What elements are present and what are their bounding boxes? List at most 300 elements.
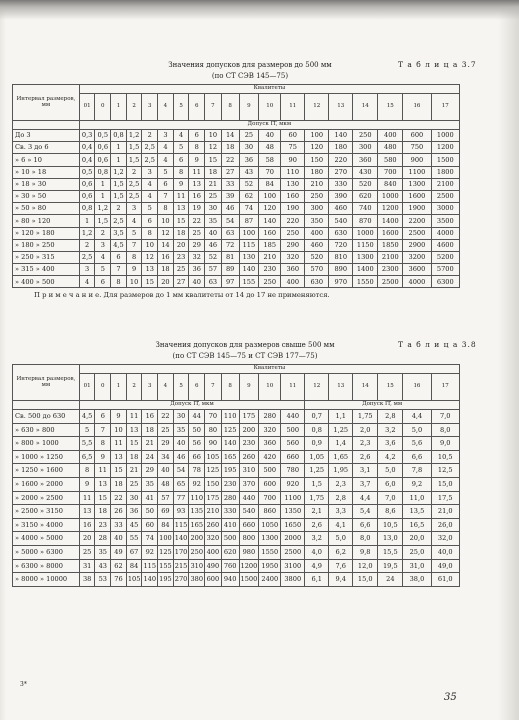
- tolerance-value-cell: 100: [239, 227, 259, 239]
- scan-shadow: [0, 0, 519, 20]
- size-interval-cell: » 6 » 10: [13, 154, 80, 166]
- tolerance-value-cell: 1,2: [95, 203, 111, 215]
- table-row: [13, 142, 460, 154]
- size-interval-cell: » 180 » 250: [13, 239, 80, 251]
- tolerance-value-cell: 115: [142, 559, 158, 573]
- tolerance-value-cell: 5,4: [353, 505, 378, 519]
- tolerance-value-cell: 150: [305, 154, 329, 166]
- tolerance-value-cell: 1900: [403, 203, 431, 215]
- tolerance-value-cell: 0,6: [79, 190, 95, 202]
- grade-header: 15: [378, 374, 403, 401]
- tolerance-value-cell: 100: [305, 130, 329, 142]
- tolerance-value-cell: 4,4: [403, 410, 431, 424]
- tolerance-value-cell: 3: [142, 166, 158, 178]
- size-interval-cell: » 10 » 18: [13, 166, 80, 178]
- tolerance-value-cell: 810: [329, 251, 353, 263]
- tolerance-value-cell: 4000: [403, 276, 431, 288]
- tolerance-value-cell: 580: [378, 154, 403, 166]
- tolerance-value-cell: 9,4: [329, 573, 353, 587]
- tolerance-value-cell: 7: [126, 239, 142, 251]
- tolerance-value-cell: 280: [259, 410, 281, 424]
- tolerance-value-cell: 14: [221, 130, 239, 142]
- tolerance-value-cell: 175: [205, 491, 222, 505]
- tolerance-value-cell: 490: [205, 559, 222, 573]
- grade-header: 13: [329, 94, 353, 121]
- tolerance-value-cell: 310: [189, 559, 205, 573]
- tolerance-value-cell: 4: [95, 251, 111, 263]
- tolerance-value-cell: 8: [79, 464, 95, 478]
- tolerance-value-cell: 440: [239, 491, 259, 505]
- tolerance-value-cell: 1,2: [111, 166, 127, 178]
- tolerance-value-cell: 155: [239, 276, 259, 288]
- tolerance-value-cell: 61,0: [431, 573, 459, 587]
- tolerance-value-cell: 13,0: [378, 532, 403, 546]
- tolerance-value-cell: 3: [79, 264, 95, 276]
- tolerance-value-cell: 4: [158, 154, 174, 166]
- tolerance-value-cell: 9,0: [431, 437, 459, 451]
- tolerance-value-cell: 40: [205, 227, 222, 239]
- tolerance-value-cell: 310: [239, 464, 259, 478]
- tolerance-value-cell: 8: [126, 251, 142, 263]
- tolerance-value-cell: 62: [239, 190, 259, 202]
- tolerance-table-over-500: [12, 364, 460, 587]
- tolerance-value-cell: 7,8: [403, 464, 431, 478]
- tolerance-value-cell: 700: [259, 491, 281, 505]
- tolerance-value-cell: 5: [95, 264, 111, 276]
- tolerance-value-cell: 54: [173, 464, 189, 478]
- tolerance-value-cell: 140: [329, 130, 353, 142]
- tolerance-value-cell: 2: [95, 227, 111, 239]
- tolerance-value-cell: 30: [239, 142, 259, 154]
- tolerance-value-cell: 5: [126, 227, 142, 239]
- tolerance-value-cell: 100: [158, 532, 174, 546]
- grade-header: 0: [95, 374, 111, 401]
- tolerance-value-cell: 440: [281, 410, 305, 424]
- tolerance-value-cell: 41: [142, 491, 158, 505]
- size-interval-cell: » 120 » 180: [13, 227, 80, 239]
- size-interval-cell: » 250 » 315: [13, 251, 80, 263]
- grade-header: 01: [79, 94, 95, 121]
- tolerance-value-cell: 200: [239, 423, 259, 437]
- tolerance-value-cell: 2000: [281, 532, 305, 546]
- tolerance-value-cell: 10: [126, 276, 142, 288]
- tolerance-value-cell: 250: [259, 276, 281, 288]
- table-note: П р и м е ч а н и е. Для размеров до 1 мм квалитеты от 14 до 17 не применяются.: [34, 291, 330, 299]
- grade-header: 12: [305, 374, 329, 401]
- size-interval-cell: » 6300 » 8000: [13, 559, 80, 573]
- grade-header: 4: [158, 374, 174, 401]
- tolerance-value-cell: 36: [126, 505, 142, 519]
- tolerance-value-cell: 1600: [403, 190, 431, 202]
- table-row: [13, 227, 460, 239]
- size-interval-header: Интервал размеров, мм: [13, 365, 80, 401]
- tolerance-value-cell: 67: [126, 545, 142, 559]
- grade-header: 9: [239, 94, 259, 121]
- tolerance-value-cell: 270: [329, 166, 353, 178]
- tolerance-value-cell: 155: [158, 559, 174, 573]
- tolerance-value-cell: 27: [173, 276, 189, 288]
- tolerance-value-cell: 35: [173, 423, 189, 437]
- tolerance-value-cell: 0,8: [111, 130, 127, 142]
- size-interval-cell: » 1000 » 1250: [13, 450, 80, 464]
- tolerance-value-cell: 250: [281, 227, 305, 239]
- tolerance-value-cell: 220: [281, 215, 305, 227]
- tolerance-value-cell: 400: [281, 276, 305, 288]
- tolerance-um-label: Допуск IT, мкм: [79, 121, 459, 130]
- tolerance-value-cell: 6,2: [329, 545, 353, 559]
- grade-header: 17: [431, 374, 459, 401]
- tolerance-value-cell: 87: [239, 215, 259, 227]
- tolerance-value-cell: 60: [281, 130, 305, 142]
- tolerance-value-cell: 1950: [259, 559, 281, 573]
- tolerance-value-cell: 120: [259, 203, 281, 215]
- tolerance-value-cell: 3,1: [353, 464, 378, 478]
- tolerance-value-cell: 500: [259, 464, 281, 478]
- tolerance-value-cell: 400: [378, 130, 403, 142]
- tolerance-value-cell: 740: [353, 203, 378, 215]
- tolerance-value-cell: 900: [403, 154, 431, 166]
- tolerance-value-cell: 190: [281, 203, 305, 215]
- table-subtitle: (по СТ СЭВ 145—75 и СТ СЭВ 177—75): [172, 352, 318, 360]
- tolerance-value-cell: 35: [205, 215, 222, 227]
- grade-header: 5: [173, 374, 189, 401]
- tolerance-value-cell: 370: [239, 477, 259, 491]
- tolerance-value-cell: 2,5: [126, 178, 142, 190]
- tolerance-value-cell: 8,6: [378, 505, 403, 519]
- grade-header: 11: [281, 94, 305, 121]
- size-interval-header: Интервал размеров, мм: [13, 85, 80, 121]
- tolerance-value-cell: 540: [329, 215, 353, 227]
- tolerance-value-cell: 25: [173, 264, 189, 276]
- tolerance-value-cell: 29: [142, 464, 158, 478]
- tolerance-value-cell: 40: [189, 276, 205, 288]
- tolerance-value-cell: 22: [111, 491, 127, 505]
- tolerance-value-cell: 8,0: [431, 423, 459, 437]
- table-row: [13, 573, 460, 587]
- tolerance-value-cell: 520: [353, 178, 378, 190]
- table-subtitle: (по СТ СЭВ 145—75): [211, 72, 289, 80]
- tolerance-value-cell: 1400: [353, 264, 378, 276]
- tolerance-value-cell: 1200: [239, 559, 259, 573]
- tolerance-value-cell: 58: [259, 154, 281, 166]
- tolerance-value-cell: 55: [126, 532, 142, 546]
- tolerance-value-cell: 25,0: [403, 545, 431, 559]
- tolerance-value-cell: 320: [259, 423, 281, 437]
- tolerance-value-cell: 15: [205, 154, 222, 166]
- tolerance-value-cell: 5,0: [378, 464, 403, 478]
- grade-header: 14: [353, 94, 378, 121]
- tolerance-value-cell: 84: [259, 178, 281, 190]
- tolerance-value-cell: 250: [305, 190, 329, 202]
- tolerance-value-cell: 1,2: [79, 227, 95, 239]
- tolerance-value-cell: 63: [221, 227, 239, 239]
- tolerance-value-cell: 195: [221, 464, 239, 478]
- tolerance-value-cell: 16: [189, 190, 205, 202]
- size-interval-cell: » 2000 » 2500: [13, 491, 80, 505]
- tolerance-value-cell: 4: [173, 130, 189, 142]
- tolerance-value-cell: 320: [205, 532, 222, 546]
- tolerance-value-cell: 660: [239, 518, 259, 532]
- tolerance-value-cell: 125: [205, 464, 222, 478]
- tolerance-value-cell: 29: [158, 437, 174, 451]
- tolerance-value-cell: 5,0: [329, 532, 353, 546]
- tolerance-value-cell: 270: [173, 573, 189, 587]
- tolerance-value-cell: 760: [221, 559, 239, 573]
- tolerance-value-cell: 230: [221, 477, 239, 491]
- tolerance-value-cell: 250: [353, 130, 378, 142]
- tolerance-value-cell: 90: [205, 437, 222, 451]
- tolerance-value-cell: 49: [111, 545, 127, 559]
- tolerance-value-cell: 2500: [431, 190, 459, 202]
- tolerance-value-cell: 1050: [259, 518, 281, 532]
- tolerance-value-cell: 25: [239, 130, 259, 142]
- tolerance-value-cell: 390: [329, 190, 353, 202]
- tolerance-value-cell: 2: [79, 239, 95, 251]
- tolerance-value-cell: 0,6: [79, 178, 95, 190]
- tolerance-value-cell: 600: [259, 477, 281, 491]
- tolerance-value-cell: 840: [378, 178, 403, 190]
- table-row: [13, 423, 460, 437]
- grade-header: 10: [259, 94, 281, 121]
- tolerance-value-cell: 0,6: [95, 142, 111, 154]
- tolerance-value-cell: 230: [259, 264, 281, 276]
- tolerance-value-cell: 480: [378, 142, 403, 154]
- tolerance-value-cell: 3100: [281, 559, 305, 573]
- tolerance-value-cell: 60: [142, 518, 158, 532]
- tolerance-value-cell: 10,5: [378, 518, 403, 532]
- tolerance-value-cell: 9: [189, 154, 205, 166]
- table-row: [13, 505, 460, 519]
- tolerance-value-cell: 25: [205, 190, 222, 202]
- tolerance-value-cell: 5,5: [79, 437, 95, 451]
- tolerance-value-cell: 2: [142, 130, 158, 142]
- tolerance-value-cell: 35: [142, 477, 158, 491]
- tolerance-value-cell: 15,5: [378, 545, 403, 559]
- tolerance-value-cell: 110: [189, 491, 205, 505]
- tolerance-value-cell: 6: [111, 251, 127, 263]
- tolerance-value-cell: 4,5: [79, 410, 95, 424]
- tolerance-value-cell: 52: [239, 178, 259, 190]
- tolerance-value-cell: 1650: [281, 518, 305, 532]
- tolerance-value-cell: 5: [142, 203, 158, 215]
- tolerance-value-cell: 7: [95, 423, 111, 437]
- table-label: Т а б л и ц а 3.7: [398, 60, 477, 69]
- tolerance-value-cell: 1200: [378, 203, 403, 215]
- tolerance-table-up-to-500: [12, 84, 460, 288]
- tolerance-value-cell: 140: [259, 215, 281, 227]
- tolerance-value-cell: 0,7: [305, 410, 329, 424]
- tolerance-value-cell: 45: [126, 518, 142, 532]
- tolerance-value-cell: 5: [158, 166, 174, 178]
- tolerance-value-cell: 3800: [281, 573, 305, 587]
- tolerance-value-cell: 700: [378, 166, 403, 178]
- tolerance-value-cell: 1,75: [305, 491, 329, 505]
- tolerance-value-cell: 11: [173, 190, 189, 202]
- size-interval-cell: » 315 » 400: [13, 264, 80, 276]
- tolerance-value-cell: 560: [281, 437, 305, 451]
- tolerance-value-cell: 600: [403, 130, 431, 142]
- tolerance-value-cell: 89: [221, 264, 239, 276]
- tolerance-value-cell: 19,5: [378, 559, 403, 573]
- tolerance-value-cell: 9,2: [403, 477, 431, 491]
- tolerance-value-cell: 5,6: [403, 437, 431, 451]
- tolerance-value-cell: 4,1: [329, 518, 353, 532]
- tolerance-value-cell: 28: [95, 532, 111, 546]
- tolerance-value-cell: 1,25: [305, 464, 329, 478]
- tolerance-value-cell: 76: [111, 573, 127, 587]
- size-interval-cell: » 5000 » 6300: [13, 545, 80, 559]
- tolerance-value-cell: 5: [79, 423, 95, 437]
- tolerance-value-cell: 22: [158, 410, 174, 424]
- tolerance-value-cell: 3,2: [305, 532, 329, 546]
- size-interval-cell: » 8000 » 10000: [13, 573, 80, 587]
- tolerance-value-cell: 1: [111, 142, 127, 154]
- tolerance-value-cell: 17,5: [431, 491, 459, 505]
- tolerance-value-cell: 6,1: [305, 573, 329, 587]
- tolerance-value-cell: 40,0: [431, 545, 459, 559]
- table-row: [13, 410, 460, 424]
- grade-header: 7: [205, 374, 222, 401]
- tolerance-value-cell: 30: [126, 491, 142, 505]
- tolerance-value-cell: 8: [158, 203, 174, 215]
- grade-header: 0: [95, 94, 111, 121]
- table-row: [13, 559, 460, 573]
- tolerance-value-cell: 360: [259, 437, 281, 451]
- tolerance-value-cell: 290: [281, 239, 305, 251]
- table-row: [13, 276, 460, 288]
- tolerance-value-cell: 75: [281, 142, 305, 154]
- tolerance-value-cell: 43: [239, 166, 259, 178]
- tolerance-value-cell: 5: [173, 142, 189, 154]
- tolerance-value-cell: 19: [189, 203, 205, 215]
- tolerance-value-cell: 300: [353, 142, 378, 154]
- tolerance-value-cell: 15: [173, 215, 189, 227]
- tolerance-value-cell: 14: [158, 239, 174, 251]
- tolerance-value-cell: 13,5: [403, 505, 431, 519]
- tolerance-value-cell: 49,0: [431, 559, 459, 573]
- tolerance-value-cell: 185: [259, 239, 281, 251]
- tolerance-value-cell: 21,0: [431, 505, 459, 519]
- tolerance-value-cell: 210: [205, 505, 222, 519]
- tolerance-value-cell: 3,7: [353, 477, 378, 491]
- size-interval-cell: » 1600 » 2000: [13, 477, 80, 491]
- tolerance-value-cell: 1000: [353, 227, 378, 239]
- tolerance-value-cell: 26,0: [431, 518, 459, 532]
- tolerance-value-cell: 6: [173, 154, 189, 166]
- tolerance-value-cell: 48: [259, 142, 281, 154]
- tolerance-value-cell: 25: [189, 227, 205, 239]
- tolerance-value-cell: 46: [173, 450, 189, 464]
- grade-header: 7: [205, 94, 222, 121]
- tolerance-value-cell: 1500: [431, 154, 459, 166]
- tolerance-value-cell: 0,5: [95, 130, 111, 142]
- tolerance-value-cell: 110: [281, 166, 305, 178]
- table-row: [13, 239, 460, 251]
- tolerance-value-cell: 6: [95, 276, 111, 288]
- tolerance-value-cell: 4,4: [353, 491, 378, 505]
- tolerance-value-cell: 0,4: [79, 154, 95, 166]
- tolerance-um-label: Допуск IT, мкм: [79, 401, 304, 410]
- grade-header: 16: [403, 374, 431, 401]
- tolerance-value-cell: 1600: [378, 227, 403, 239]
- grades-header: Квалитеты: [79, 85, 459, 94]
- tolerance-value-cell: 20,0: [403, 532, 431, 546]
- tolerance-value-cell: 215: [173, 559, 189, 573]
- tolerance-value-cell: 36: [239, 154, 259, 166]
- tolerance-value-cell: 1300: [353, 251, 378, 263]
- tolerance-value-cell: 0,8: [95, 166, 111, 178]
- tolerance-value-cell: 11: [126, 410, 142, 424]
- tolerance-value-cell: 460: [329, 203, 353, 215]
- tolerance-value-cell: 1350: [281, 505, 305, 519]
- table-row: [13, 491, 460, 505]
- tolerance-value-cell: 12: [142, 251, 158, 263]
- tolerance-value-cell: 630: [329, 227, 353, 239]
- table-row: [13, 545, 460, 559]
- tolerance-value-cell: 1,65: [329, 450, 353, 464]
- tolerance-value-cell: 13: [111, 450, 127, 464]
- tolerance-value-cell: 2,6: [305, 518, 329, 532]
- tolerance-value-cell: 1100: [281, 491, 305, 505]
- grade-header: 2: [126, 374, 142, 401]
- tolerance-value-cell: 570: [305, 264, 329, 276]
- tolerance-value-cell: 6: [158, 178, 174, 190]
- tolerance-value-cell: 410: [221, 518, 239, 532]
- tolerance-value-cell: 4,9: [305, 559, 329, 573]
- tolerance-value-cell: 40: [173, 437, 189, 451]
- tolerance-value-cell: 13: [142, 264, 158, 276]
- table-row: [13, 130, 460, 142]
- tolerance-value-cell: 1500: [239, 573, 259, 587]
- grade-header: 1: [111, 94, 127, 121]
- tolerance-value-cell: 44: [189, 410, 205, 424]
- table-row: [13, 251, 460, 263]
- tolerance-value-cell: 1,5: [305, 477, 329, 491]
- grade-header: 6: [189, 94, 205, 121]
- tolerance-value-cell: 81: [221, 251, 239, 263]
- tolerance-value-cell: 70: [205, 410, 222, 424]
- grade-header: 3: [142, 94, 158, 121]
- table-row: [13, 464, 460, 478]
- tolerance-value-cell: 31,0: [403, 559, 431, 573]
- tolerance-value-cell: 630: [305, 276, 329, 288]
- tolerance-value-cell: 6300: [431, 276, 459, 288]
- tolerance-value-cell: 620: [221, 545, 239, 559]
- tolerance-value-cell: 1000: [431, 130, 459, 142]
- tolerance-value-cell: 20: [173, 239, 189, 251]
- tolerance-value-cell: 6,6: [353, 518, 378, 532]
- tolerance-value-cell: 8: [111, 276, 127, 288]
- tolerance-value-cell: 165: [189, 518, 205, 532]
- table-row: [13, 477, 460, 491]
- tolerance-value-cell: 400: [305, 227, 329, 239]
- tolerance-value-cell: 1,5: [111, 178, 127, 190]
- tolerance-value-cell: 9: [173, 178, 189, 190]
- tolerance-value-cell: 250: [189, 545, 205, 559]
- tolerance-value-cell: 300: [305, 203, 329, 215]
- tolerance-value-cell: 0,8: [305, 423, 329, 437]
- tolerance-value-cell: 100: [259, 190, 281, 202]
- grade-header: 3: [142, 374, 158, 401]
- tolerance-value-cell: 16: [158, 251, 174, 263]
- tolerance-value-cell: 1: [95, 178, 111, 190]
- tolerance-value-cell: 11: [111, 437, 127, 451]
- tolerance-value-cell: 750: [403, 142, 431, 154]
- tolerance-value-cell: 16,5: [403, 518, 431, 532]
- tolerance-value-cell: 115: [239, 239, 259, 251]
- tolerance-value-cell: 5,0: [403, 423, 431, 437]
- tolerance-value-cell: 2500: [378, 276, 403, 288]
